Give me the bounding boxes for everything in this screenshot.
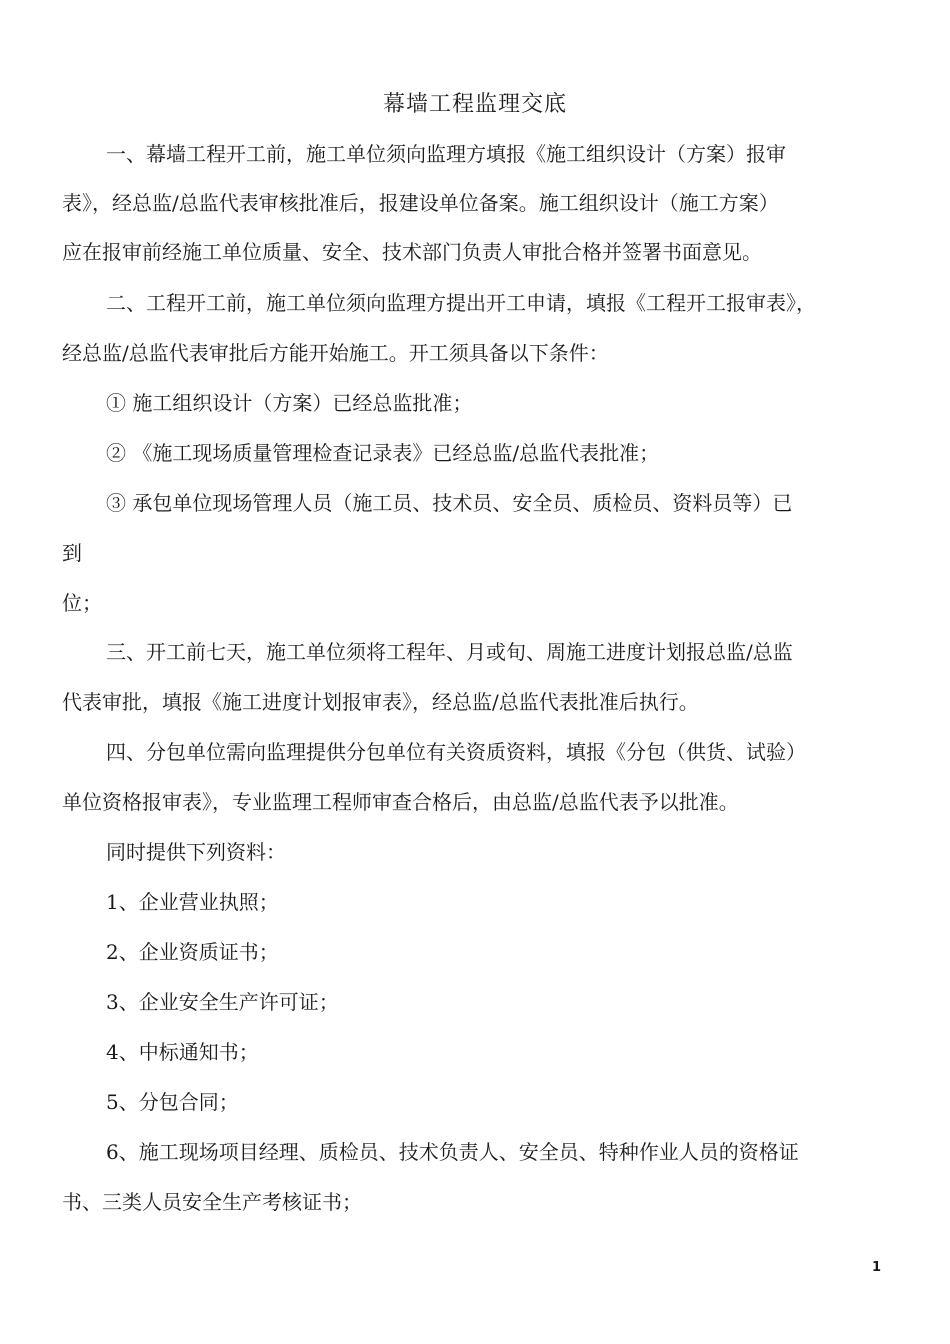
paragraph-line: 单位资格报审表》，专业监理工程师审查合格后，由总监/总监代表予以批准。 [62, 790, 739, 814]
list-item: ③ 承包单位现场管理人员（施工员、技术员、安全员、质检员、资料员等）已 [106, 491, 793, 515]
paragraph-line: 经总监/总监代表审批后方能开始施工。开工须具备以下条件： [62, 341, 609, 365]
paragraph-line: 表》，经总监/总监代表审核批准后，报建设单位备案。施工组织设计（施工方案） [62, 191, 779, 215]
paragraph-line: 书、三类人员安全生产考核证书； [62, 1190, 362, 1214]
list-item: 3、企业安全生产许可证； [106, 990, 339, 1014]
list-item: ② 《施工现场质量管理检查记录表》已经总监/总监代表批准； [106, 441, 660, 465]
document-title: 幕墙工程监理交底 [382, 92, 567, 117]
list-item: 2、企业资质证书； [106, 940, 279, 964]
list-item: 1、企业营业执照； [106, 890, 279, 914]
paragraph-line: 二、工程开工前，施工单位须向监理方提出开工申请，填报《工程开工报审表》， [106, 291, 816, 315]
list-item: ① 施工组织设计（方案）已经总监批准； [106, 391, 473, 415]
paragraph-line: 到 [62, 541, 82, 565]
paragraph-line: 应在报审前经施工单位质量、安全、技术部门负责人审批合格并签署书面意见。 [62, 240, 762, 264]
list-item: 4、中标通知书； [106, 1040, 259, 1064]
paragraph-line: 同时提供下列资料： [106, 840, 286, 864]
paragraph-line: 四、分包单位需向监理提供分包单位有关资质资料，填报《分包（供货、试验） [106, 740, 806, 764]
paragraph-line: 代表审批，填报《施工进度计划报审表》，经总监/总监代表批准后执行。 [62, 690, 699, 714]
list-item: 6、施工现场项目经理、质检员、技术负责人、安全员、特种作业人员的资格证 [106, 1140, 799, 1164]
paragraph-line: 三、开工前七天，施工单位须将工程年、月或旬、周施工进度计划报总监/总监 [106, 640, 793, 664]
paragraph-line: 位； [62, 591, 102, 615]
paragraph-line: 一、幕墙工程开工前，施工单位须向监理方填报《施工组织设计（方案）报审 [106, 142, 786, 166]
page-number: 1 [872, 1260, 882, 1275]
list-item: 5、分包合同； [106, 1090, 239, 1114]
